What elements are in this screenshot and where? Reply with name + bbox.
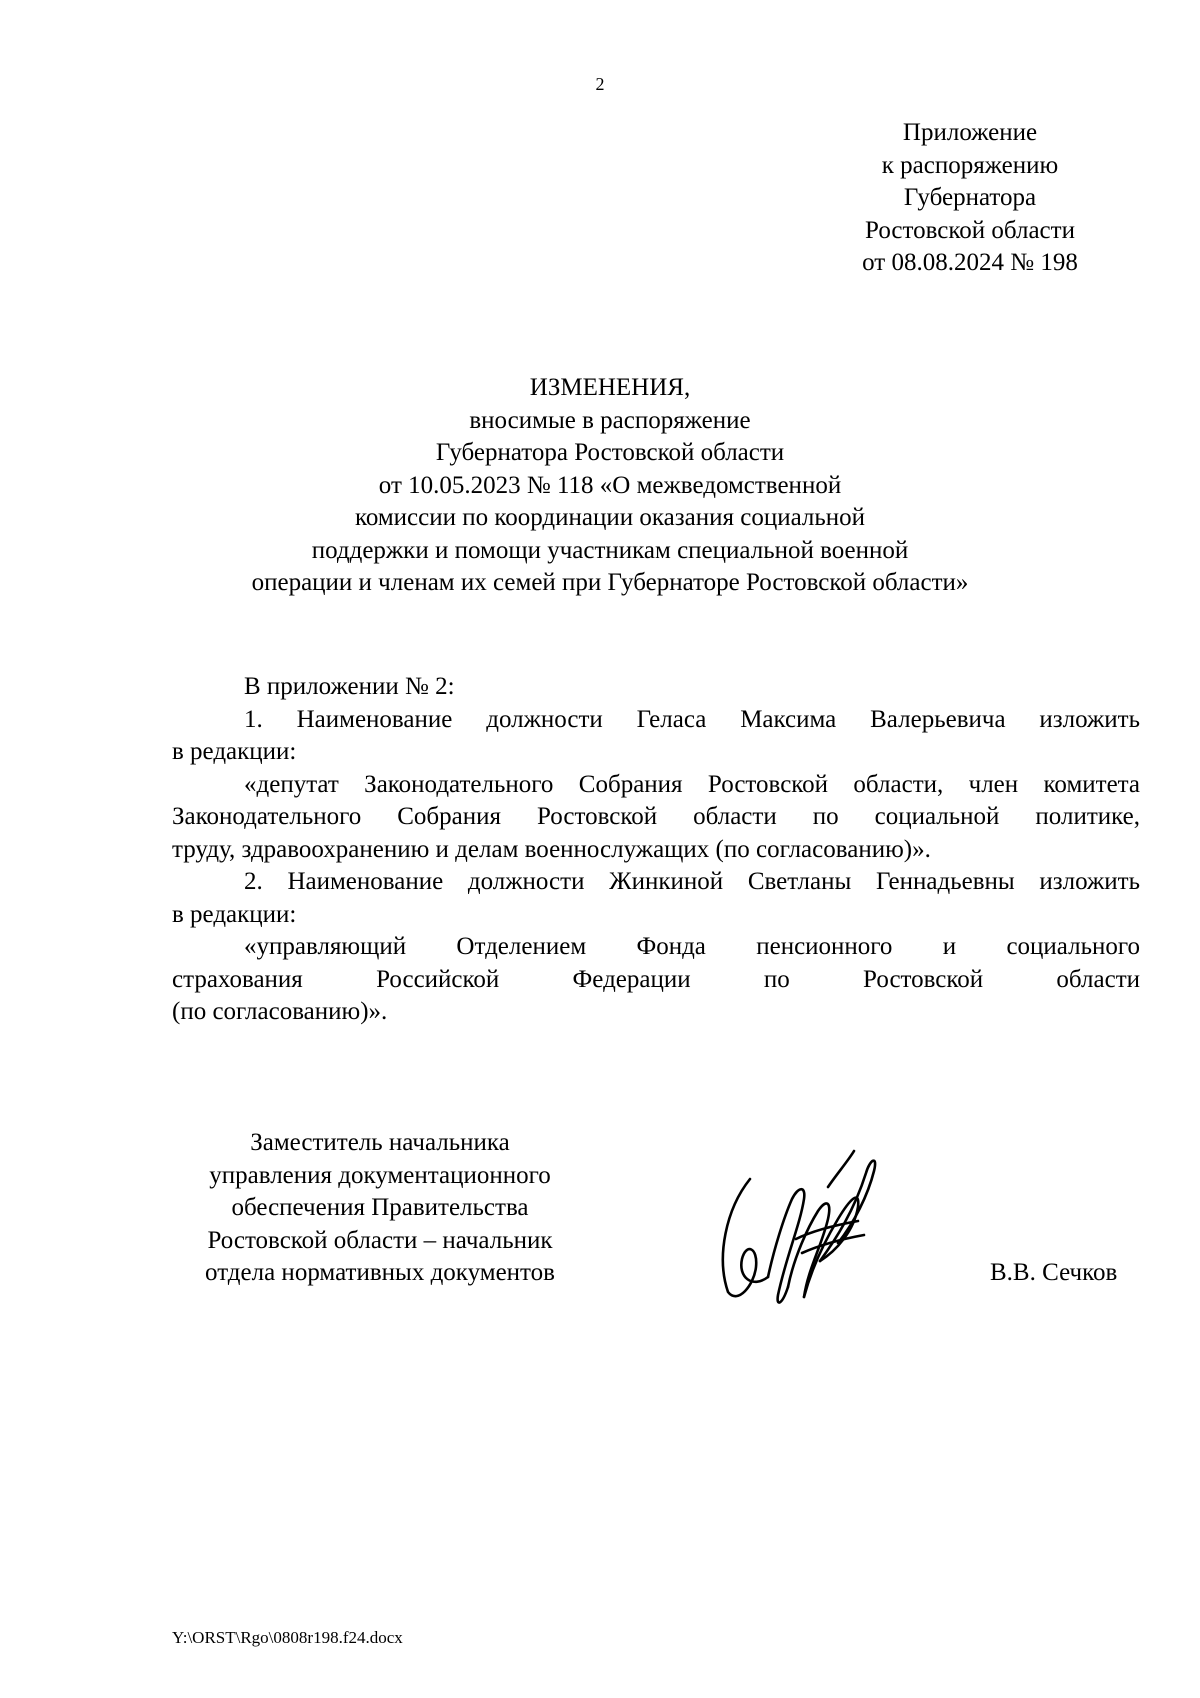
page-number: 2	[595, 74, 605, 94]
title-line: поддержки и помощи участникам специальной военной	[311, 536, 909, 564]
item1-quote-line: труду, здравоохранению и делам военнослужащих (по согласованию)».	[172, 835, 931, 863]
appendix-line: Губернатора	[903, 184, 1037, 211]
signer-line: Ростовской области – начальник	[207, 1226, 553, 1254]
file-path-footer: Y:\ORST\Rgo\0808r198.f24.docx	[172, 1628, 403, 1647]
handwritten-signature	[708, 1127, 888, 1317]
signer-line: Заместитель начальника	[250, 1129, 510, 1156]
item1-line: в редакции:	[172, 738, 297, 765]
document-title	[160, 372, 1060, 600]
title-line: от 10.05.2023 № 118 «О межведомственной	[378, 471, 842, 499]
body-intro: В приложении № 2:	[244, 673, 455, 700]
item1-quote-line: «депутат Законодательного Собрания Ростовской области, член комитета	[244, 770, 1140, 798]
title-line: операции и членам их семей при Губернаторе Ростовской области»	[251, 569, 969, 596]
appendix-line: Ростовской области	[865, 216, 1075, 244]
document-body	[172, 671, 1140, 1029]
appendix-line: от 08.08.2024 № 198	[862, 249, 1078, 276]
item2-quote-line: «управляющий Отделением Фонда пенсионного и социального	[244, 933, 1140, 960]
signer-line: управления документационного	[209, 1161, 551, 1189]
title-heading: ИЗМЕНЕНИЯ,	[529, 374, 691, 401]
item1-line: 1. Наименование должности Геласа Максима Валерьевича изложить	[244, 705, 1140, 733]
item2-quote-line: страхования Российской Федерации по Ростовской области	[172, 965, 1140, 993]
item2-line: 2. Наименование должности Жинкиной Светланы Геннадьевны изложить	[244, 868, 1140, 895]
signer-line: обеспечения Правительства	[231, 1194, 529, 1221]
appendix-line: к распоряжению	[881, 151, 1059, 179]
title-line: комиссии по координации оказания социальной	[354, 504, 866, 531]
title-line: вносимые в распоряжение	[469, 406, 751, 434]
item1-quote-line: Законодательного Собрания Ростовской области по социальной политике,	[172, 803, 1140, 830]
item2-quote-line: (по согласованию)».	[172, 998, 388, 1025]
title-line: Губернатора Ростовской области	[435, 439, 785, 466]
signer-line: отдела нормативных документов	[205, 1259, 555, 1286]
signer-position	[170, 1127, 590, 1290]
appendix-line: Приложение	[902, 119, 1038, 146]
appendix-header	[820, 117, 1120, 280]
item2-line: в редакции:	[172, 900, 297, 928]
signer-name: В.В. Сечков	[990, 1259, 1118, 1286]
